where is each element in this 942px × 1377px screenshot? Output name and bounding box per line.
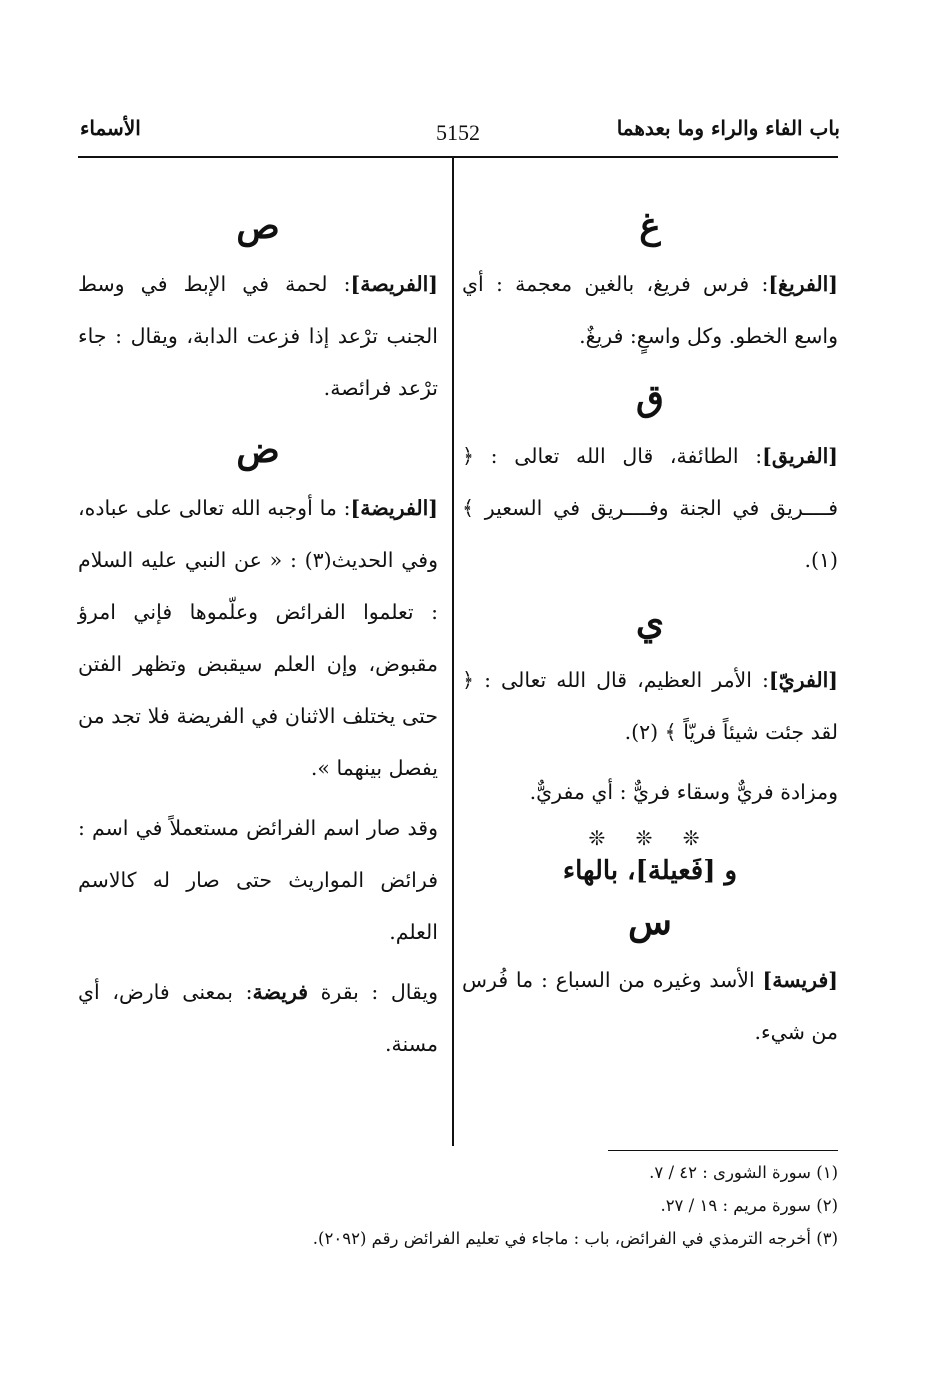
- entry-term: [الفريغ]: [768, 272, 838, 296]
- entry-term: [الفريّ]: [768, 668, 838, 692]
- entry-term: [الفريق]: [762, 444, 838, 468]
- entry-fareeda: [78, 482, 438, 794]
- footnote-rule: [608, 1150, 838, 1151]
- entry-text: : لحمة في الإبط في وسط الجنب ترْعد إذا فزعت الدابة، ويقال : جاء ترْعد فرائصة.: [78, 272, 438, 400]
- letter-heading-sad: ص: [236, 205, 280, 247]
- page-number: 5152: [436, 120, 480, 145]
- letter-heading-y: ي: [635, 601, 665, 643]
- entry-term: [الفريضة]: [350, 496, 438, 520]
- letter-heading-q: ق: [636, 377, 664, 419]
- section-heading: و [فَعيلة]، بالهاء: [562, 856, 738, 886]
- entry-fareesa-sad: [78, 258, 438, 414]
- left-column: [78, 190, 438, 1078]
- section-title-header: الأسماء: [80, 116, 141, 140]
- entry-fariy-continued: ومزادة فريٌّ وسقاء فريٌّ : أي مفريٌّ.: [529, 780, 838, 804]
- entry-text: الأسد وغيره من السباع : ما فُرس من شيء.: [462, 968, 838, 1044]
- entry-text: : فرس فريغ، بالغين معجمة : أي واسع الخطو. وكل واسعٍ: فريغٌ.: [462, 272, 838, 348]
- footnote-2: (٢) سورة مريم : ١٩ / ٢٧.: [660, 1196, 838, 1215]
- entry-text: : ما أوجبه الله تعالى على عباده، وفي الحديث(٣) : « عن النبي عليه السلام : تعلموا الفرائض وعلّموها فإني امرؤ مقبوض، وإن العلم سيقبض وتظهر الفتن حتى يختلف الاثنان في الفريضة فلا تجد من يفصل بينهما ».: [78, 496, 438, 780]
- entry-text: : الأمر العظيم، قال الله تعالى : ﴿ لقد جئت شيئاً فريّاً ﴾ (٢).: [462, 668, 838, 744]
- footnotes: [78, 1156, 838, 1255]
- entry-term: فريضة: [252, 980, 309, 1004]
- entry-fareeda-para2: وقد صار اسم الفرائض مستعملاً في اسم : فرائض المواريث حتى صار له كالاسم العلم.: [78, 816, 438, 944]
- entry-fareeq: [462, 430, 838, 586]
- section-separator: ❊ ❊ ❊: [588, 826, 712, 850]
- entry-fareesa: [462, 954, 838, 1058]
- entry-fariy: [462, 654, 838, 758]
- letter-heading-gh: غ: [639, 205, 661, 247]
- footnote-3: (٣) أخرجه الترمذي في الفرائض، باب : ماجاء في تعليم الفرائض رقم (٢٠٩٢).: [312, 1229, 838, 1248]
- letter-heading-s: س: [628, 901, 672, 943]
- entry-fareeda-para3: ويقال : بقرة فريضة: بمعنى فارض، أي مسنة.: [78, 980, 438, 1056]
- column-divider: [452, 158, 454, 1146]
- letter-heading-dad: ض: [236, 429, 280, 471]
- header-rule: [78, 156, 838, 158]
- footnote-1: (١) سورة الشورى : ٤٢ / ٧.: [649, 1163, 838, 1182]
- entry-term: [فريسة]: [762, 968, 838, 992]
- entry-fareegh: [462, 258, 838, 362]
- entry-term: [الفريصة]: [350, 272, 438, 296]
- right-column: [462, 190, 838, 1066]
- entry-text: : الطائفة، قال الله تعالى : ﴿ فــــريق في الجنة وفــــريق في السعير ﴾ (١).: [462, 444, 838, 572]
- chapter-title: باب الفاء والراء وما بعدهما: [616, 116, 840, 140]
